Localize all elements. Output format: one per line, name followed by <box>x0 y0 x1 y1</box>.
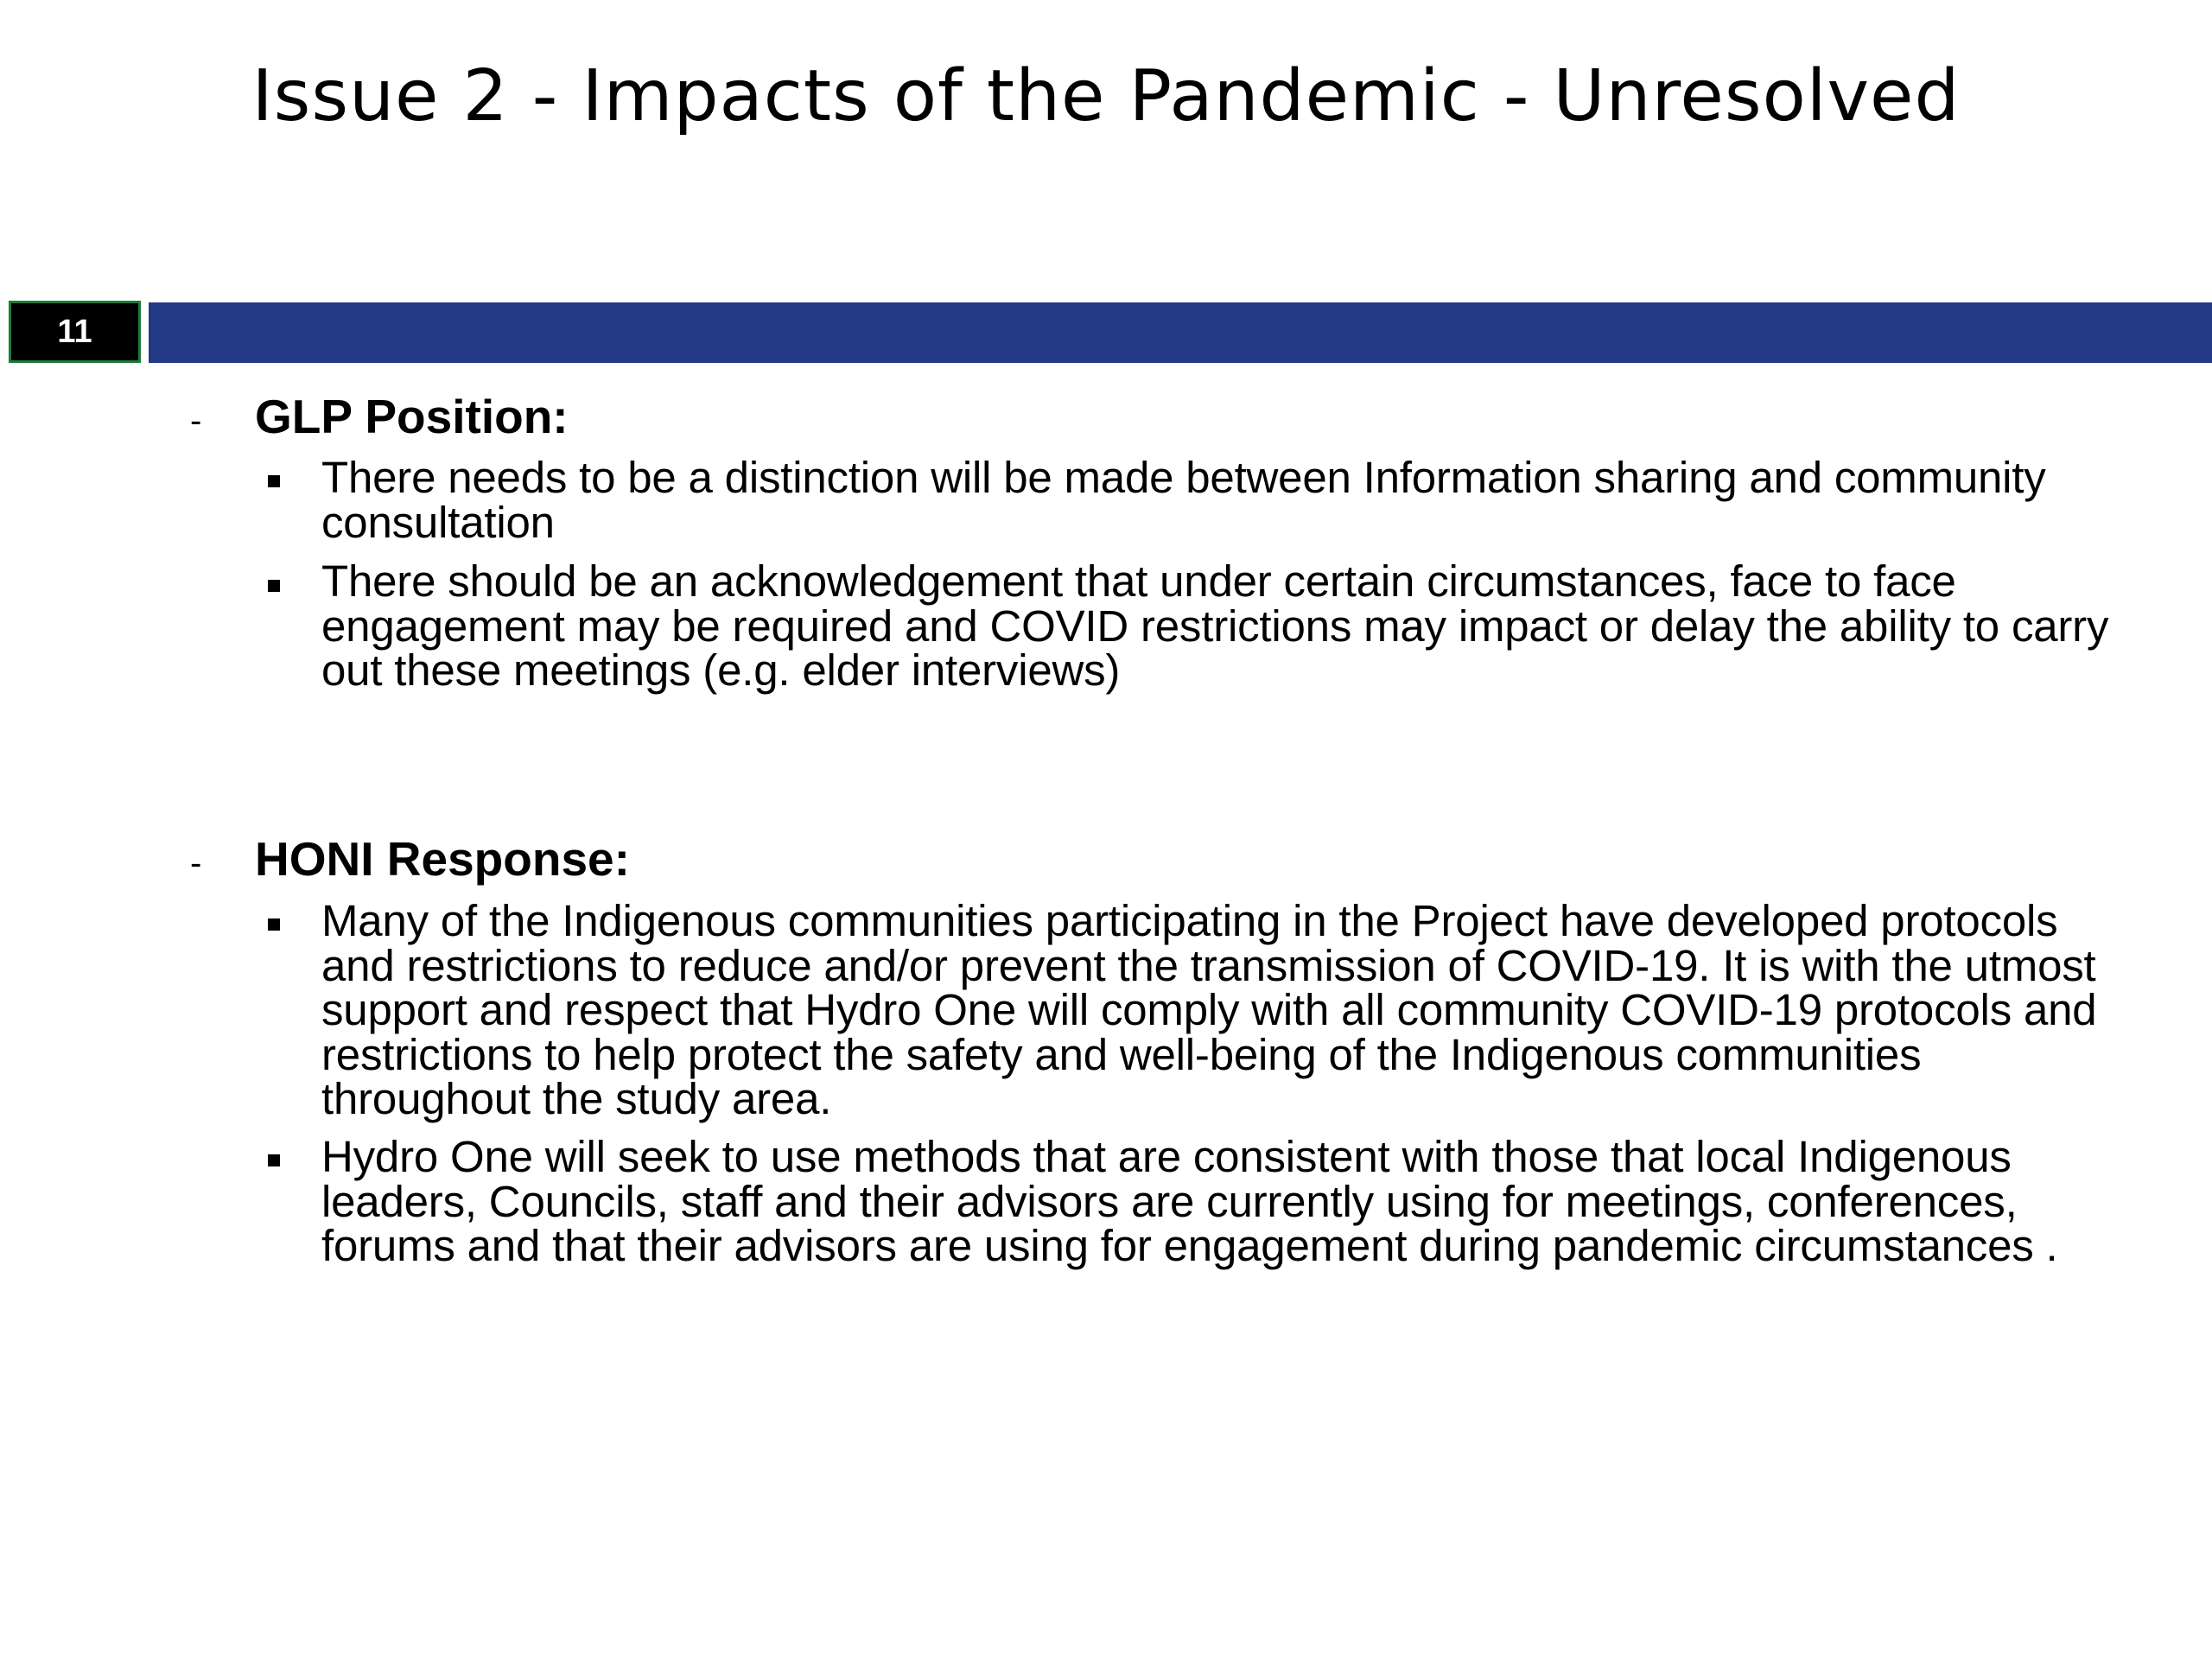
header-accent-bar <box>149 302 2212 363</box>
bullet-marker <box>268 475 280 487</box>
honi-bullet-1: Many of the Indigenous communities participating in the Project have developed protocols and restrictions to reduce and/or prevent the transmission of COVID-19. It is with the utmost support and respect that Hydro One will comply with all community COVID-19 protocols and restrictions to help protect the safety and well-being of the Indigenous communities throughout the study area. <box>321 896 2097 1123</box>
slide-title: Issue 2 - Impacts of the Pandemic - Unresolved <box>251 55 1961 137</box>
glp-bullet-2: There should be an acknowledgement that under certain circumstances, face to face engagement may be required and COVID restrictions may impact or delay the ability to carry out these meetings (e.g. elder interviews) <box>321 556 2109 695</box>
section-dash-marker: - <box>190 402 202 440</box>
glp-bullet-1: There needs to be a distinction will be made between Information sharing and community consultation <box>321 453 2046 547</box>
bullet-marker <box>268 918 280 931</box>
bullet-marker <box>268 580 280 592</box>
section-heading-honi: HONI Response: <box>255 832 630 886</box>
bullet-marker <box>268 1154 280 1166</box>
section-dash-marker: - <box>190 844 202 882</box>
honi-bullet-2: Hydro One will seek to use methods that are consistent with those that local Indigenous leaders, Councils, staff and their advisors are currently using for meetings, conferences, forums and that their advisors are using for engagement during pandemic circumstances . <box>321 1132 2058 1270</box>
slide-number: 11 <box>9 301 141 363</box>
section-heading-glp: GLP Position: <box>255 390 569 443</box>
